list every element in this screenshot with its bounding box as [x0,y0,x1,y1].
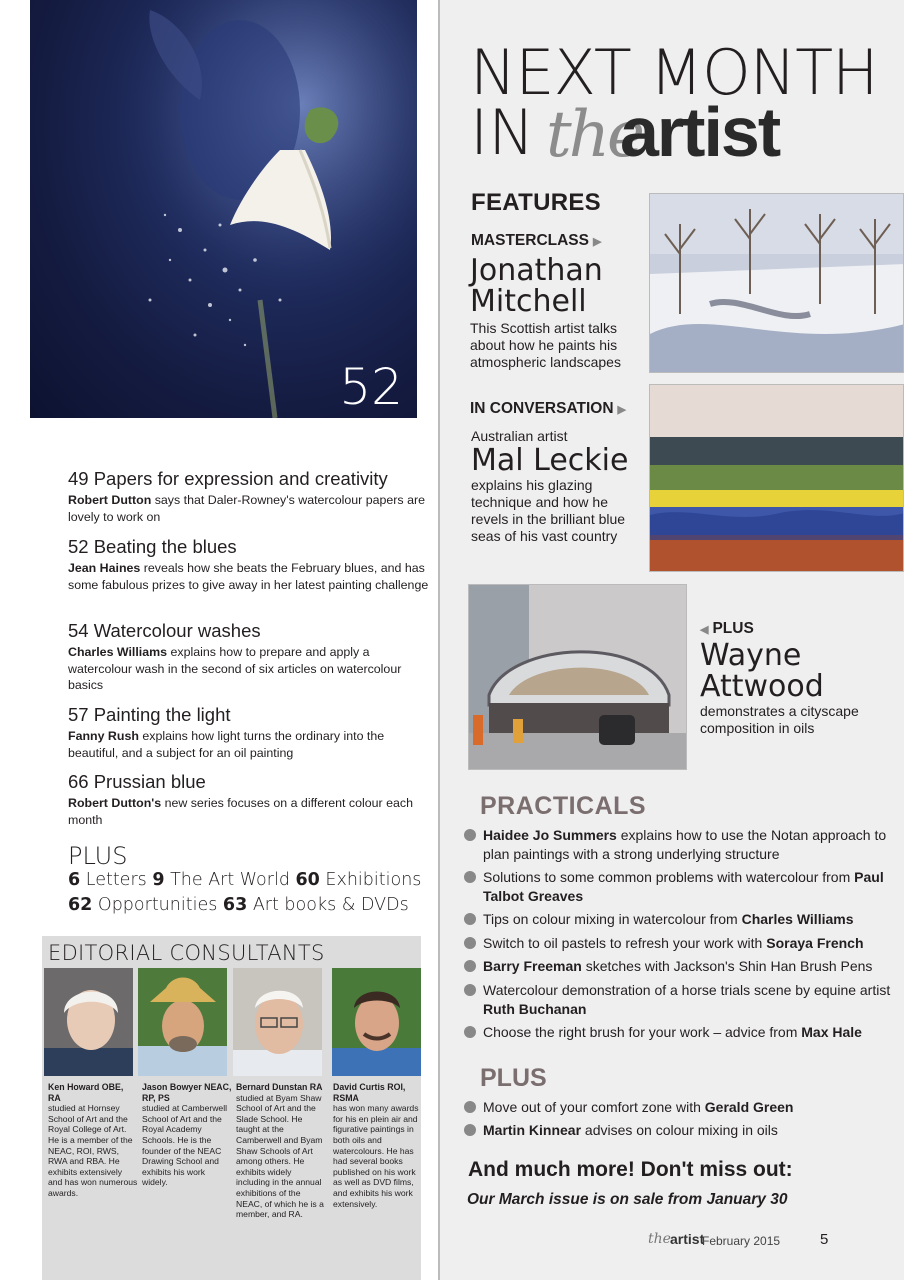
plus-line-2: 62 Opportunities 63 Art books & DVDs [68,895,409,915]
arrow-left-icon: ◀ [700,624,709,636]
practicals-heading: PRACTICALS [480,792,647,820]
bullet-icon [464,960,476,972]
masterclass-name: Jonathan Mitchell [470,253,603,319]
consultant-bio: Jason Bowyer NEAC, RP, PS studied at Camberwell School of Art and the Royal Academy Schools. He is the founder of the NEAC Drawing School and exhibits his work widely. [142,1082,232,1188]
toc-title: 66 Prussian blue [68,771,206,792]
hero-page-number: 52 [339,358,403,416]
bullet-icon [464,829,476,841]
footer-date: February 2015 [702,1234,781,1248]
practical-item: Watercolour demonstration of a horse trials scene by equine artist Ruth Buchanan [464,981,894,1019]
toc-desc: Robert Dutton's new series focuses on a different colour each month [68,796,413,827]
features-heading: FEATURES [471,189,601,216]
conversation-pre: Australian artist [471,428,568,444]
consultant-photo [233,968,322,1076]
bullet-icon [464,913,476,925]
bullet-icon [464,937,476,949]
footer-logo-the: the [648,1231,671,1247]
toc-desc: Robert Dutton says that Daler-Rowney's watercolour papers are lovely to work on [68,493,425,524]
consultants-heading: EDITORIAL CONSULTANTS [48,941,325,965]
bullet-icon [464,871,476,883]
toc-item[interactable] [68,468,430,525]
arrow-right-icon: ▶ [592,236,602,248]
toc-title: 52 Beating the blues [68,536,237,557]
snowdrop-painting [30,0,417,418]
toc-item[interactable] [68,771,430,828]
practical-item: Solutions to some common problems with watercolour from Paul Talbot Greaves [464,868,894,906]
logo-artist: artist [620,93,780,171]
bullet-icon [464,984,476,996]
plus-heading: PLUS [68,842,128,870]
toc-desc: Charles Williams explains how to prepare and apply a watercolour wash in the second of six articles on watercolour basics [68,645,402,692]
practical-item: Choose the right brush for your work – advice from Max Hale [464,1023,894,1042]
practical-item: Switch to oil pastels to refresh your work with Soraya French [464,934,894,953]
toc-title: 54 Watercolour washes [68,620,261,641]
masthead-next-month: NEXT MONTH [470,36,878,109]
toc-item[interactable] [68,620,430,694]
consultant-photo [138,968,227,1076]
plus-feature-kicker: ◀ PLUS [700,620,754,637]
toc-desc: Fanny Rush explains how light turns the ordinary into the beautiful, and a subject for an oil painting [68,729,385,760]
page-number: 5 [820,1231,829,1248]
conversation-kicker: IN CONVERSATION ▶ [470,400,626,417]
toc-title: 49 Papers for expression and creativity [68,468,388,489]
masterclass-blurb: This Scottish artist talks about how he paints his atmospheric landscapes [470,320,621,370]
consultant-bio: David Curtis ROI, RSMA has won many awards for his en plein air and figurative paintings in both oils and watercolours. He has had several books published on his work as well as DVD films, and exhibits his work extensively. [333,1082,419,1209]
bullet-icon [464,1101,476,1113]
practical-item: Barry Freeman sketches with Jackson's Shin Han Brush Pens [464,957,894,976]
coastal-landscape-image [649,384,904,572]
plus-item: Martin Kinnear advises on colour mixing in oils [464,1121,894,1140]
cityscape-image [468,584,687,770]
toc-desc: Jean Haines reveals how she beats the February blues, and has some fabulous prizes to give away in her latest painting challenge [68,561,429,592]
toc-item[interactable] [68,704,430,761]
consultant-photo [44,968,133,1076]
consultant-bio: Ken Howard OBE, RA studied at Hornsey School of Art and the Royal College of Art. He is a member of the NEAC, ROI, RWS, RWA and RBA. He exhibits extensively and has won numerous awards. [48,1082,138,1198]
masthead-in: IN [470,96,535,169]
promo-subline: Our March issue is on sale from January 30 [467,1191,788,1208]
toc-title: 57 Painting the light [68,704,231,725]
plus-feature-name: Wayne Attwood [700,638,824,704]
practical-item: Tips on colour mixing in watercolour from Charles Williams [464,910,894,929]
logo-the: the [546,98,642,172]
plus-line-1: 6 Letters 9 The Art World 60 Exhibitions [68,870,422,890]
consultant-bio: Bernard Dunstan RA studied at Byam Shaw School of Art and the Slade School. He taught at the Camberwell and Byam Shaw Schools of Art among others. He exhibits widely including in the annual exhibitions of the NEAC, of which he is a member, and RA. [236,1082,324,1220]
promo-headline: And much more! Don't miss out: [468,1158,793,1181]
winter-landscape-image [649,193,904,373]
footer-logo-artist: artist [670,1231,705,1247]
arrow-right-icon: ▶ [617,404,626,416]
toc-item[interactable] [68,536,430,593]
plus-right-heading: PLUS [480,1064,547,1092]
practical-item: Haidee Jo Summers explains how to use the Notan approach to plan paintings with a strong underlying structure [464,826,894,864]
masterclass-kicker: MASTERCLASS ▶ [471,232,602,249]
plus-item: Move out of your comfort zone with Gerald Green [464,1098,894,1117]
plus-feature-blurb: demonstrates a cityscape composition in oils [700,703,859,736]
conversation-name: Mal Leckie [471,443,629,478]
conversation-blurb: explains his glazing technique and how he revels in the brilliant blue seas of his vast country [471,477,626,544]
consultant-photo [332,968,421,1076]
bullet-icon [464,1124,476,1136]
hero-painting-image [30,0,417,418]
bullet-icon [464,1026,476,1038]
